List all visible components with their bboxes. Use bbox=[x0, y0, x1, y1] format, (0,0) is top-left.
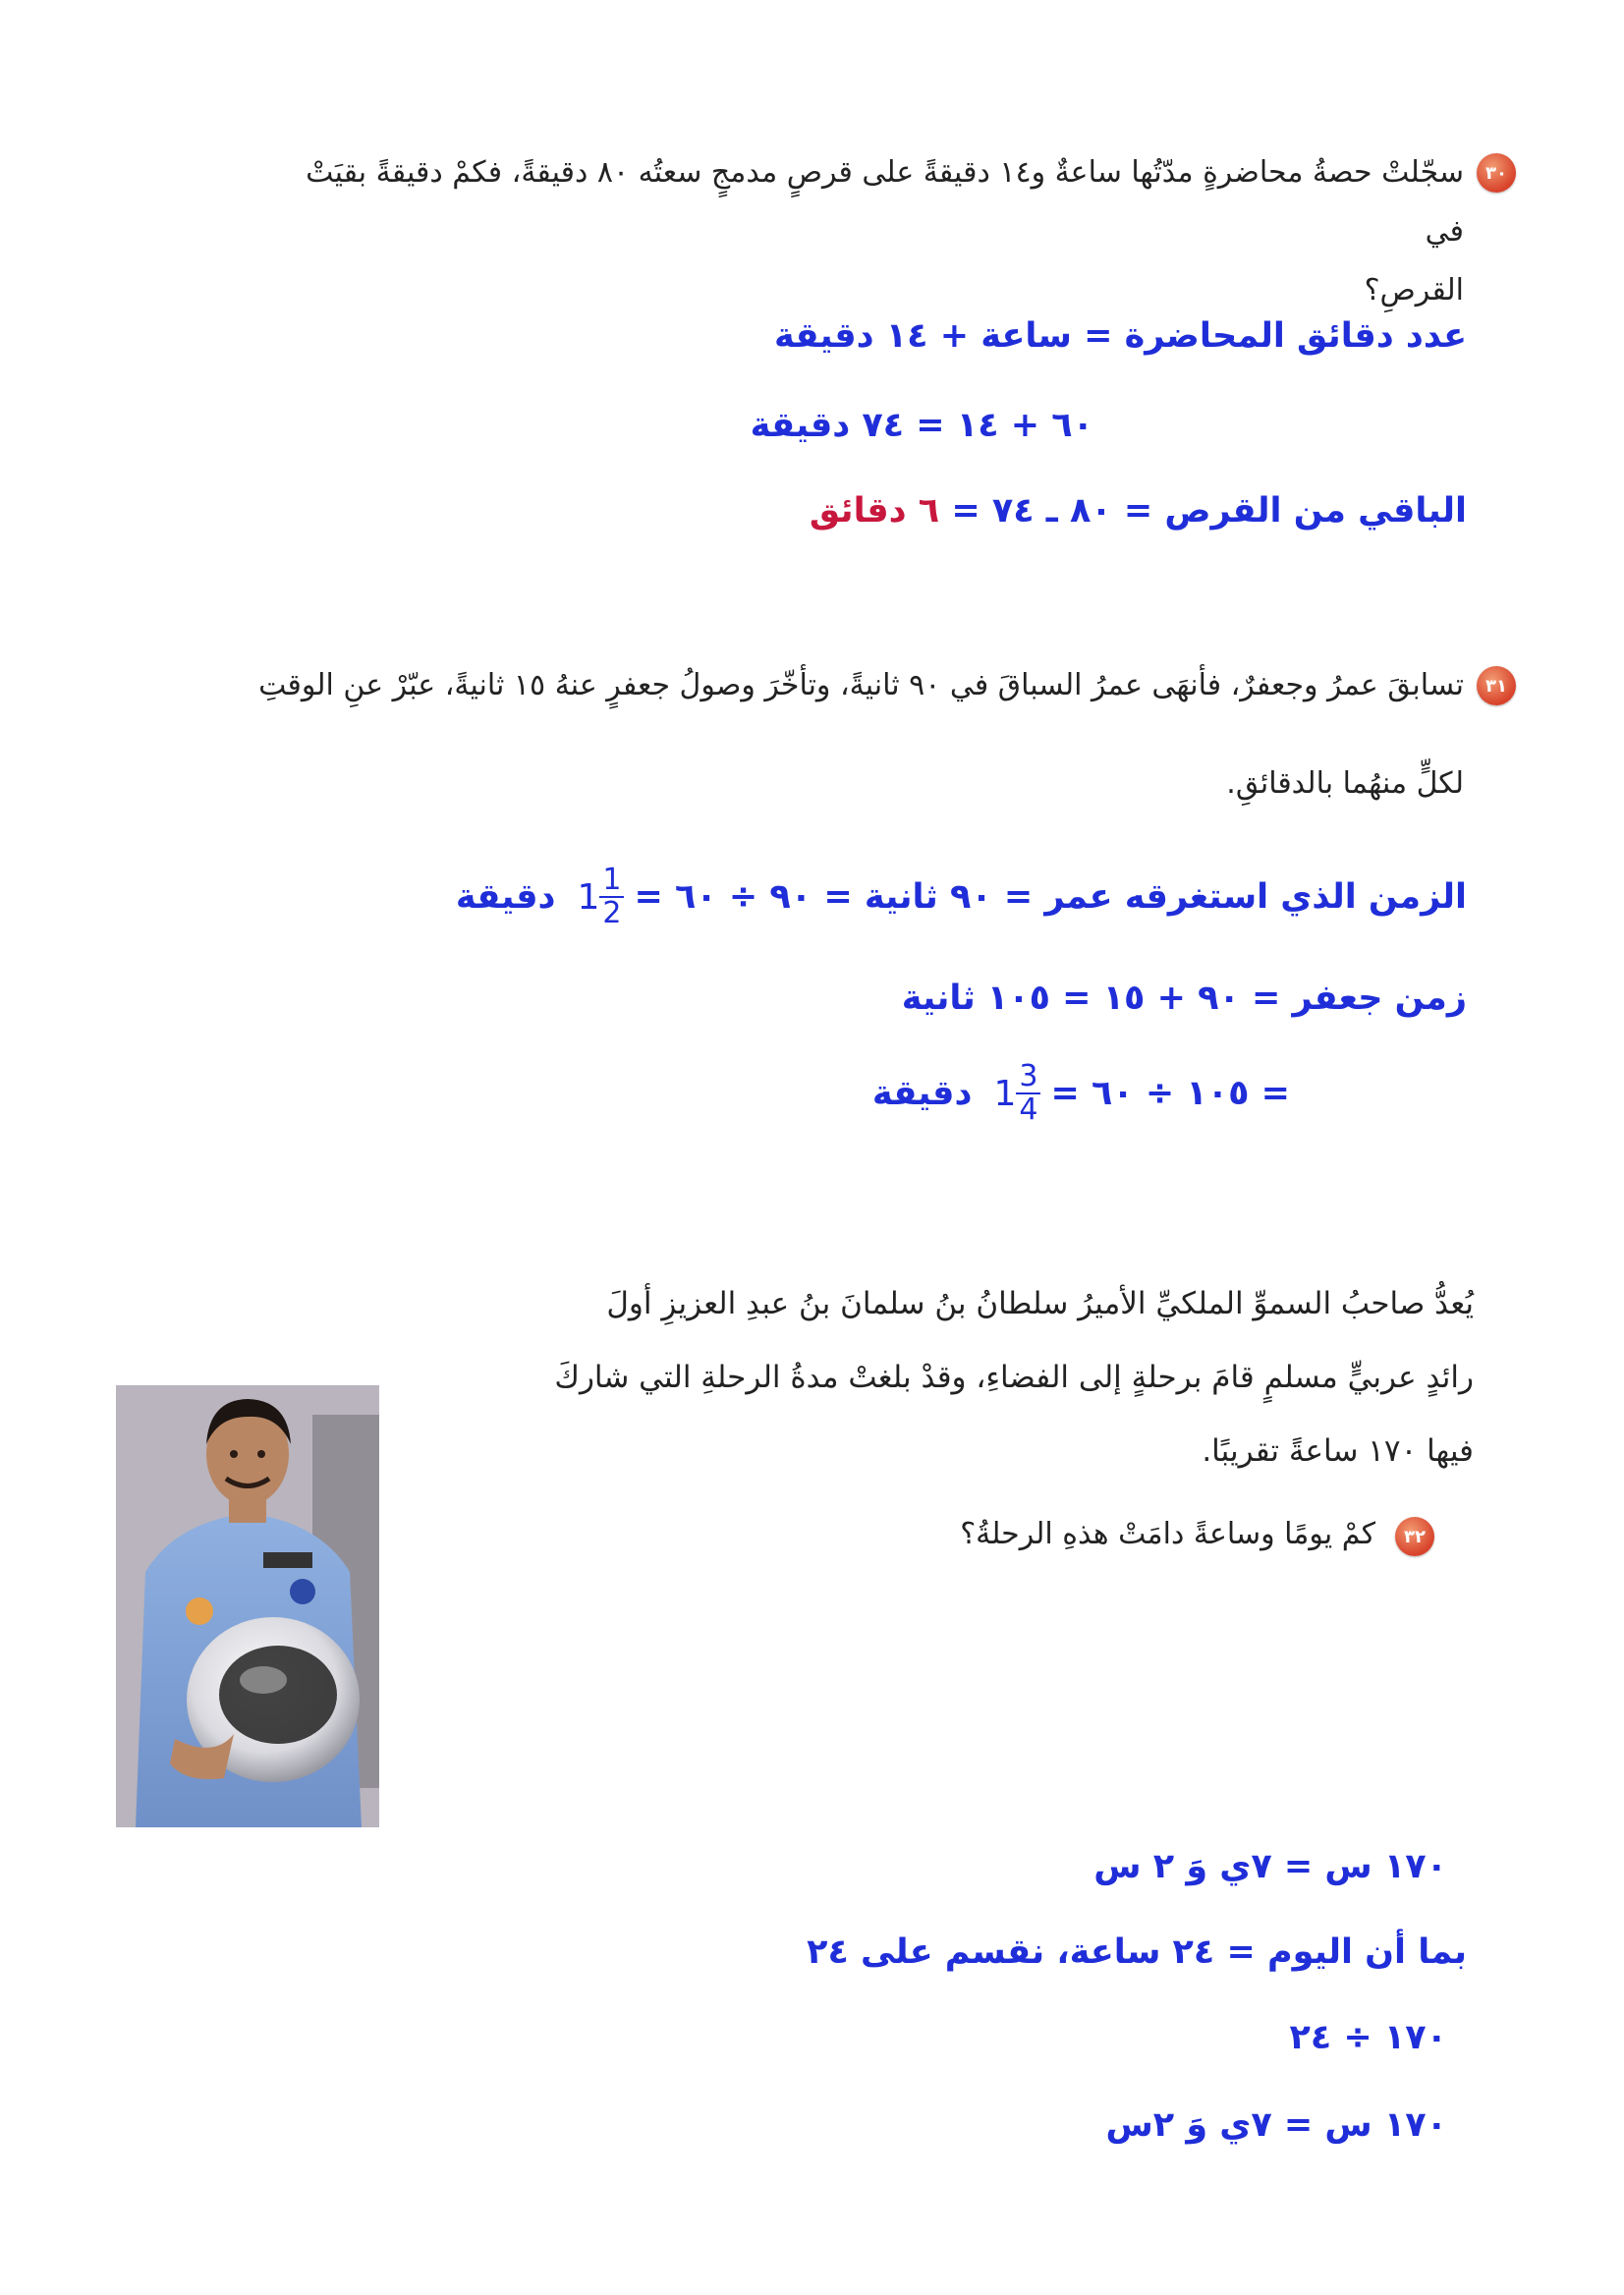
answer-text: الزمن الذي استغرقه عمر = ٩٠ ثانية = ٩٠ ÷ ٦٠ = bbox=[634, 877, 1467, 917]
answer-unit: دقيقة bbox=[871, 1074, 973, 1113]
answer-unit: دقيقة bbox=[455, 877, 556, 917]
fraction-denominator: 2 bbox=[602, 896, 622, 930]
fraction bbox=[1016, 1061, 1040, 1126]
question-32-text: كمْ يومًا وساعةً دامَتْ هذهِ الرحلةُ؟ bbox=[960, 1517, 1375, 1551]
question-number-badge: ٣٠ bbox=[1477, 153, 1516, 193]
fraction-denominator: 4 bbox=[1019, 1092, 1038, 1127]
fraction bbox=[599, 865, 624, 929]
answer-line: ١٧٠ ÷ ٢٤ bbox=[1289, 2018, 1447, 2057]
answer-line bbox=[872, 1061, 1290, 1126]
answer-line bbox=[456, 865, 1467, 929]
info-line: فيها ١٧٠ ساعةً تقريبًا. bbox=[1202, 1433, 1474, 1469]
question-line: تسابقَ عمرُ وجعفرٌ، فأنهَى عمرُ السباقَ في ٩٠ ثانيةً، وتأخّرَ وصولُ جعفرٍ عنهُ ١٥ ثانيةً، عبّرْ عنِ الوقتِ bbox=[258, 668, 1464, 702]
info-line: رائدٍ عربيٍّ مسلمٍ قامَ برحلةٍ إلى الفضاءِ، وقدْ بلغتْ مدةُ الرحلةِ التي شاركَ bbox=[554, 1360, 1474, 1395]
fraction-numerator: 3 bbox=[1016, 1061, 1040, 1094]
answer-line: ١٧٠ س = ٧ي وَ ٢ س bbox=[1093, 1847, 1447, 1886]
answer-line bbox=[810, 491, 1467, 531]
fraction-whole: 1 bbox=[993, 1073, 1017, 1114]
info-paragraph bbox=[413, 1267, 1474, 1488]
astronaut-photo bbox=[116, 1385, 379, 1827]
question-line: لكلٍّ منهُما بالدقائقِ. bbox=[1226, 766, 1464, 801]
answer-line: ٦٠ + ١٤ = ٧٤ دقيقة bbox=[750, 406, 1093, 445]
answer-line: زمن جعفر = ٩٠ + ١٥ = ١٠٥ ثانية bbox=[901, 979, 1467, 1018]
answer-text: = ١٠٥ ÷ ٦٠ = bbox=[1050, 1074, 1290, 1113]
question-number-badge: ٣٢ bbox=[1395, 1517, 1434, 1556]
info-line: يُعدُّ صاحبُ السموِّ الملكيِّ الأميرُ سلطانُ بنُ سلمانَ بنُ عبدِ العزيزِ أولَ bbox=[606, 1286, 1474, 1321]
answer-text: الباقي من القرص = ٨٠ ـ ٧٤ = bbox=[951, 491, 1467, 531]
fraction-numerator: 1 bbox=[599, 865, 624, 898]
question-30-text bbox=[295, 143, 1464, 320]
question-line: سجّلتْ حصةُ محاضرةٍ مدّتُها ساعةٌ و١٤ دقيقةً على قرصٍ مدمجٍ سعتُه ٨٠ دقيقةً، فكمْ دقيقةً بقيَتْ في bbox=[306, 155, 1464, 249]
answer-line: عدد دقائق المحاضرة = ساعة + ١٤ دقيقة bbox=[774, 316, 1467, 356]
answer-line: ١٧٠ س = ٧ي وَ ٢س bbox=[1105, 2105, 1447, 2145]
mixed-fraction bbox=[577, 865, 624, 929]
answer-line: بما أن اليوم = ٢٤ ساعة، نقسم على ٢٤ bbox=[807, 1932, 1467, 1972]
fraction-whole: 1 bbox=[577, 876, 600, 918]
mixed-fraction bbox=[993, 1061, 1040, 1126]
question-31-text bbox=[196, 656, 1464, 813]
astronaut-illustration bbox=[116, 1385, 379, 1827]
question-number-badge: ٣١ bbox=[1477, 666, 1516, 705]
answer-result: ٦ دقائق bbox=[809, 491, 940, 531]
question-line: القرصِ؟ bbox=[1364, 273, 1464, 308]
